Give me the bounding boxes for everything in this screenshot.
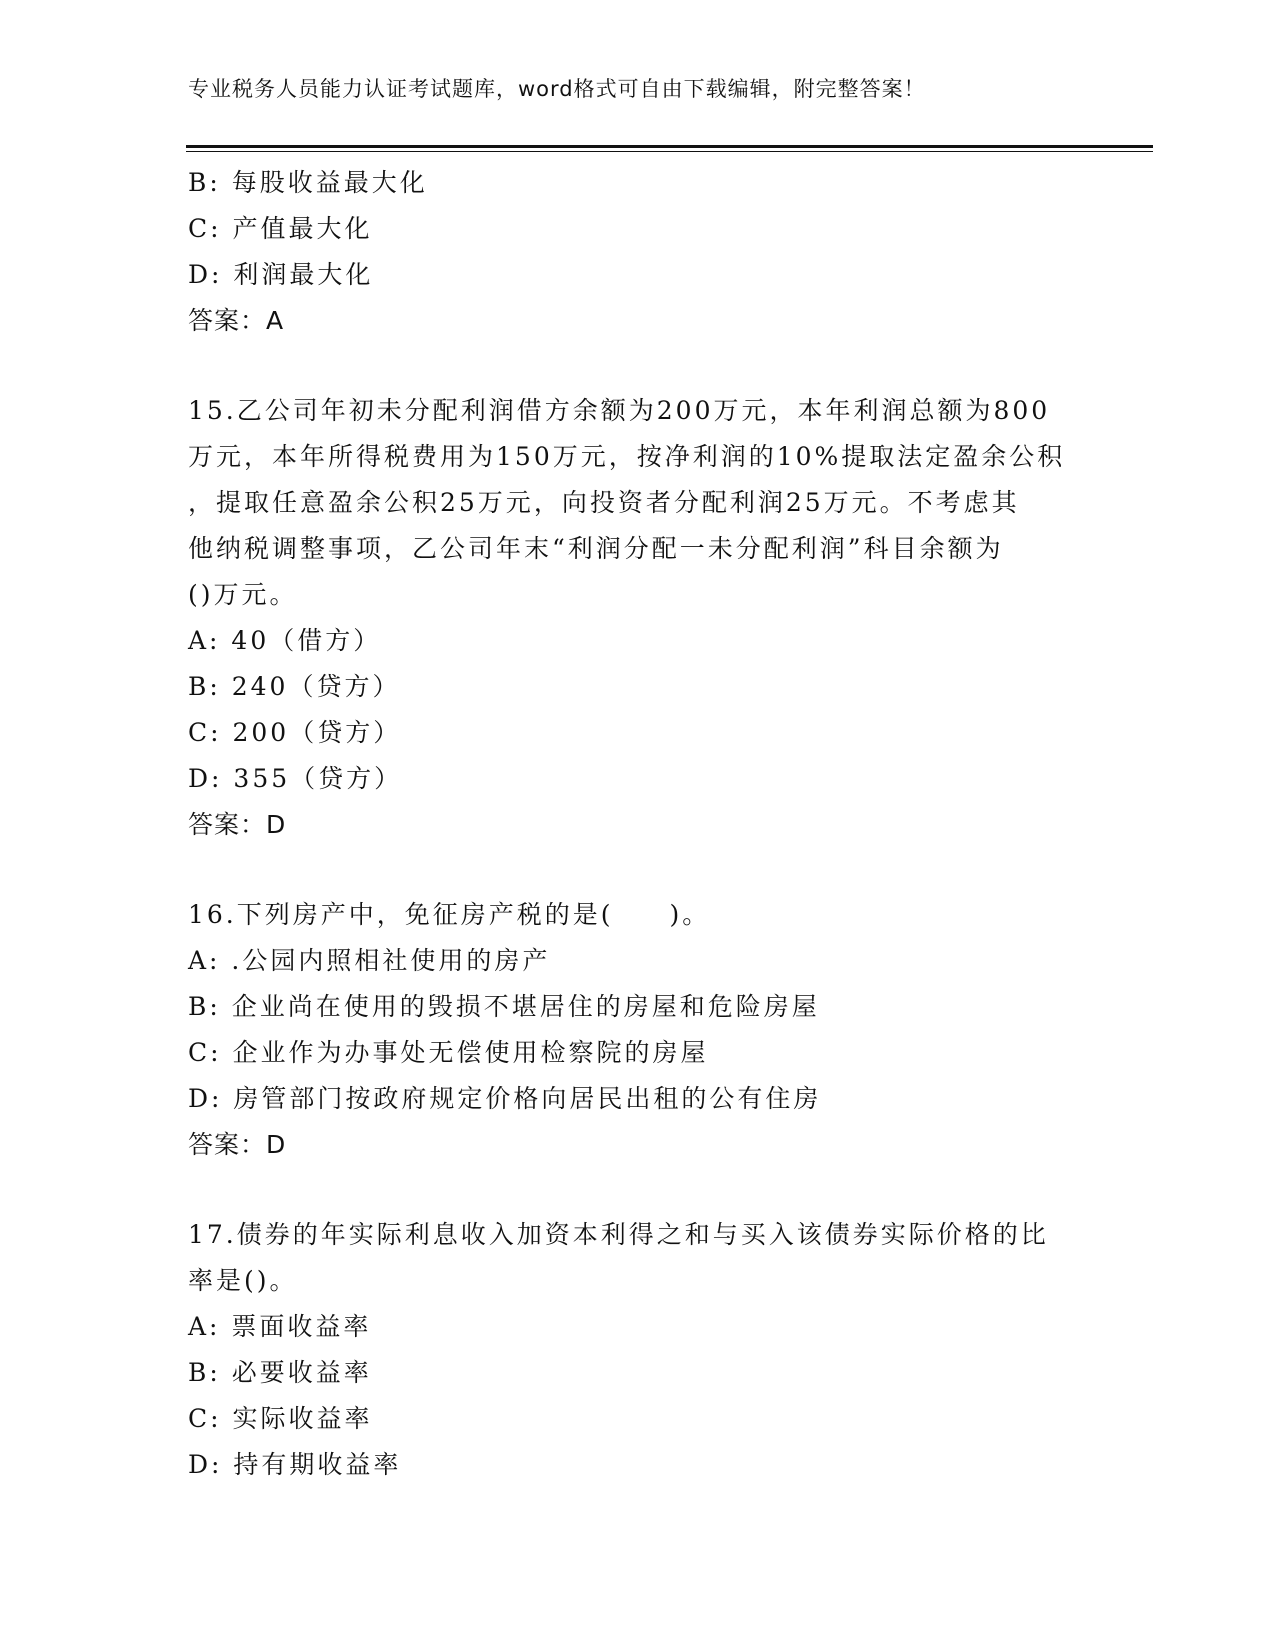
answer-line: 答案：D	[188, 1130, 287, 1159]
question-text-line: ()万元。	[188, 580, 298, 609]
option-a: A: .公园内照相社使用的房产	[188, 946, 551, 975]
question-text-line: 16.下列房产中，免征房产税的是( )。	[188, 900, 711, 929]
question-text-line: 率是()。	[188, 1266, 298, 1295]
option-b: B: 企业尚在使用的毁损不堪居住的房屋和危险房屋	[188, 992, 820, 1021]
page-header: 专业税务人员能力认证考试题库，word格式可自由下载编辑，附完整答案！	[188, 77, 926, 101]
option-d: D: 房管部门按政府规定价格向居民出租的公有住房	[188, 1084, 822, 1113]
option-a: A: 40（借方）	[188, 626, 382, 655]
option-c: C: 200（贷方）	[188, 718, 402, 747]
option-d: D: 355（贷方）	[188, 764, 403, 793]
header-rule-thin	[186, 151, 1153, 152]
option-d: D: 持有期收益率	[188, 1450, 402, 1479]
question-text-line: 他纳税调整事项，乙公司年末“利润分配一未分配利润”科目余额为	[188, 534, 1004, 563]
question-16	[188, 892, 1088, 1168]
question-14-continued	[188, 160, 1088, 344]
question-text-line: 15.乙公司年初未分配利润借方余额为200万元，本年利润总额为800	[188, 396, 1051, 425]
question-text-line: ，提取任意盈余公积25万元，向投资者分配利润25万元。不考虑其	[188, 488, 1020, 517]
spacer	[188, 344, 1088, 388]
spacer	[188, 848, 1088, 892]
option-c: C: 企业作为办事处无偿使用检察院的房屋	[188, 1038, 709, 1067]
header-rule-thick	[186, 145, 1153, 148]
question-15	[188, 388, 1088, 848]
option-c: C: 实际收益率	[188, 1404, 373, 1433]
option-b: B: 240（贷方）	[188, 672, 401, 701]
question-content	[188, 160, 1088, 1488]
option-b: B: 每股收益最大化	[188, 168, 428, 197]
spacer	[188, 1168, 1088, 1212]
answer-line: 答案：D	[188, 810, 287, 839]
option-c: C: 产值最大化	[188, 214, 373, 243]
question-text-line: 17.债券的年实际利息收入加资本利得之和与买入该债券实际价格的比	[188, 1220, 1049, 1249]
option-b: B: 必要收益率	[188, 1358, 372, 1387]
question-17	[188, 1212, 1088, 1488]
question-text-line: 万元，本年所得税费用为150万元，按净利润的10%提取法定盈余公积	[188, 442, 1066, 471]
answer-line: 答案：A	[188, 306, 285, 335]
option-a: A: 票面收益率	[188, 1312, 372, 1341]
option-d: D: 利润最大化	[188, 260, 374, 289]
